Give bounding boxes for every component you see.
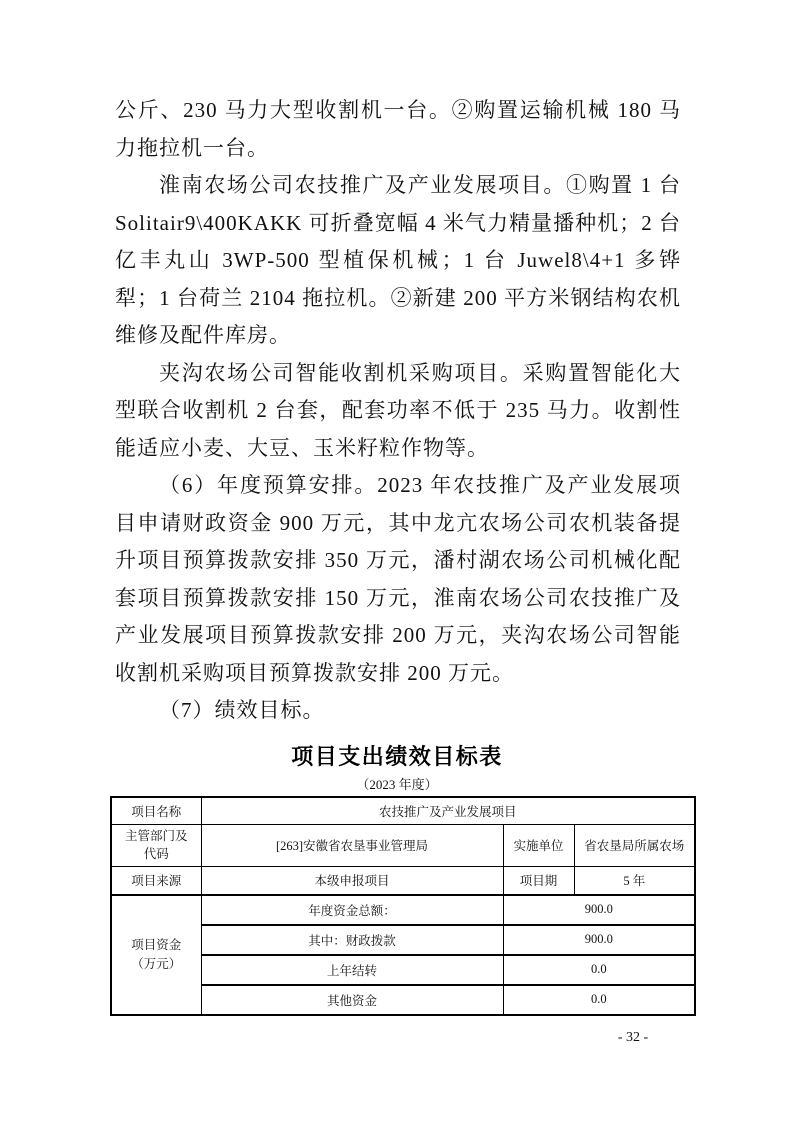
body-paragraph: （6）年度预算安排。2023 年农技推广及产业发展项目申请财政资金 900 万元，其中龙亢农场公司农机装备提升项目预算拨款安排 350 万元，潘村湖农场公司机械化配套项目预算拨款安排 150 万元，淮南农场公司农技推广及产业发展项目预算拨款安排 200 万元，夹沟农场公司智能收割机采购项目预算拨款安排 200 万元。 bbox=[115, 473, 681, 685]
source-label: 项目来源 bbox=[111, 867, 201, 895]
body-paragraph: （7）绩效目标。 bbox=[159, 698, 325, 722]
dept-label-text: 主管部门及代码 bbox=[124, 828, 188, 862]
fund-fiscal-label: 其中：财政拨款 bbox=[201, 925, 503, 955]
body-paragraph: 夹沟农场公司智能收割机采购项目。采购置智能化大型联合收割机 2 台套，配套功率不低于 235 马力。收割性能适应小麦、大豆、玉米籽粒作物等。 bbox=[115, 360, 681, 460]
impl-unit-label: 实施单位 bbox=[503, 824, 574, 867]
fund-carryover-value: 0.0 bbox=[503, 955, 695, 985]
row-department bbox=[111, 824, 695, 867]
impl-unit-value: 省农垦局所属农场 bbox=[574, 824, 695, 867]
fund-other-value: 0.0 bbox=[503, 985, 695, 1015]
performance-target-table bbox=[110, 796, 696, 1016]
document-body bbox=[115, 92, 681, 730]
dept-value: [263]安徽省农垦事业管理局 bbox=[201, 824, 503, 867]
body-paragraph: 淮南农场公司农技推广及产业发展项目。①购置 1 台 Solitair9\400KAKK 可折叠宽幅 4 米气力精量播种机；2 台亿丰丸山 3WP-500 型植保机械；1 台 Juwel8\4+1 多铧犁；1 台荷兰 2104 拖拉机。②新建 200 平方米钢结构农机维修及配件库房。 bbox=[115, 173, 681, 347]
fund-total-label: 年度资金总额： bbox=[201, 895, 503, 925]
period-label: 项目期 bbox=[503, 867, 574, 895]
project-name-label: 项目名称 bbox=[111, 797, 201, 824]
table-subtitle: （2023 年度） bbox=[356, 777, 438, 792]
body-paragraph: 公斤、230 马力大型收割机一台。②购置运输机械 180 马力拖拉机一台。 bbox=[115, 98, 681, 160]
dept-label bbox=[111, 824, 201, 867]
source-value: 本级申报项目 bbox=[201, 867, 503, 895]
fund-fiscal-value: 900.0 bbox=[503, 925, 695, 955]
table-title: 项目支出绩效目标表 bbox=[291, 744, 503, 769]
row-source bbox=[111, 867, 695, 895]
period-value: 5 年 bbox=[574, 867, 695, 895]
fund-other-label: 其他资金 bbox=[201, 985, 503, 1015]
funds-label-text: 项目资金（万元） bbox=[131, 937, 182, 971]
row-fund-total bbox=[111, 895, 695, 925]
project-name-value: 农技推广及产业发展项目 bbox=[201, 797, 695, 824]
fund-total-value: 900.0 bbox=[503, 895, 695, 925]
funds-label bbox=[111, 895, 201, 1015]
page-number: - 32 - bbox=[617, 1030, 649, 1045]
row-project-name bbox=[111, 797, 695, 824]
fund-carryover-label: 上年结转 bbox=[201, 955, 503, 985]
